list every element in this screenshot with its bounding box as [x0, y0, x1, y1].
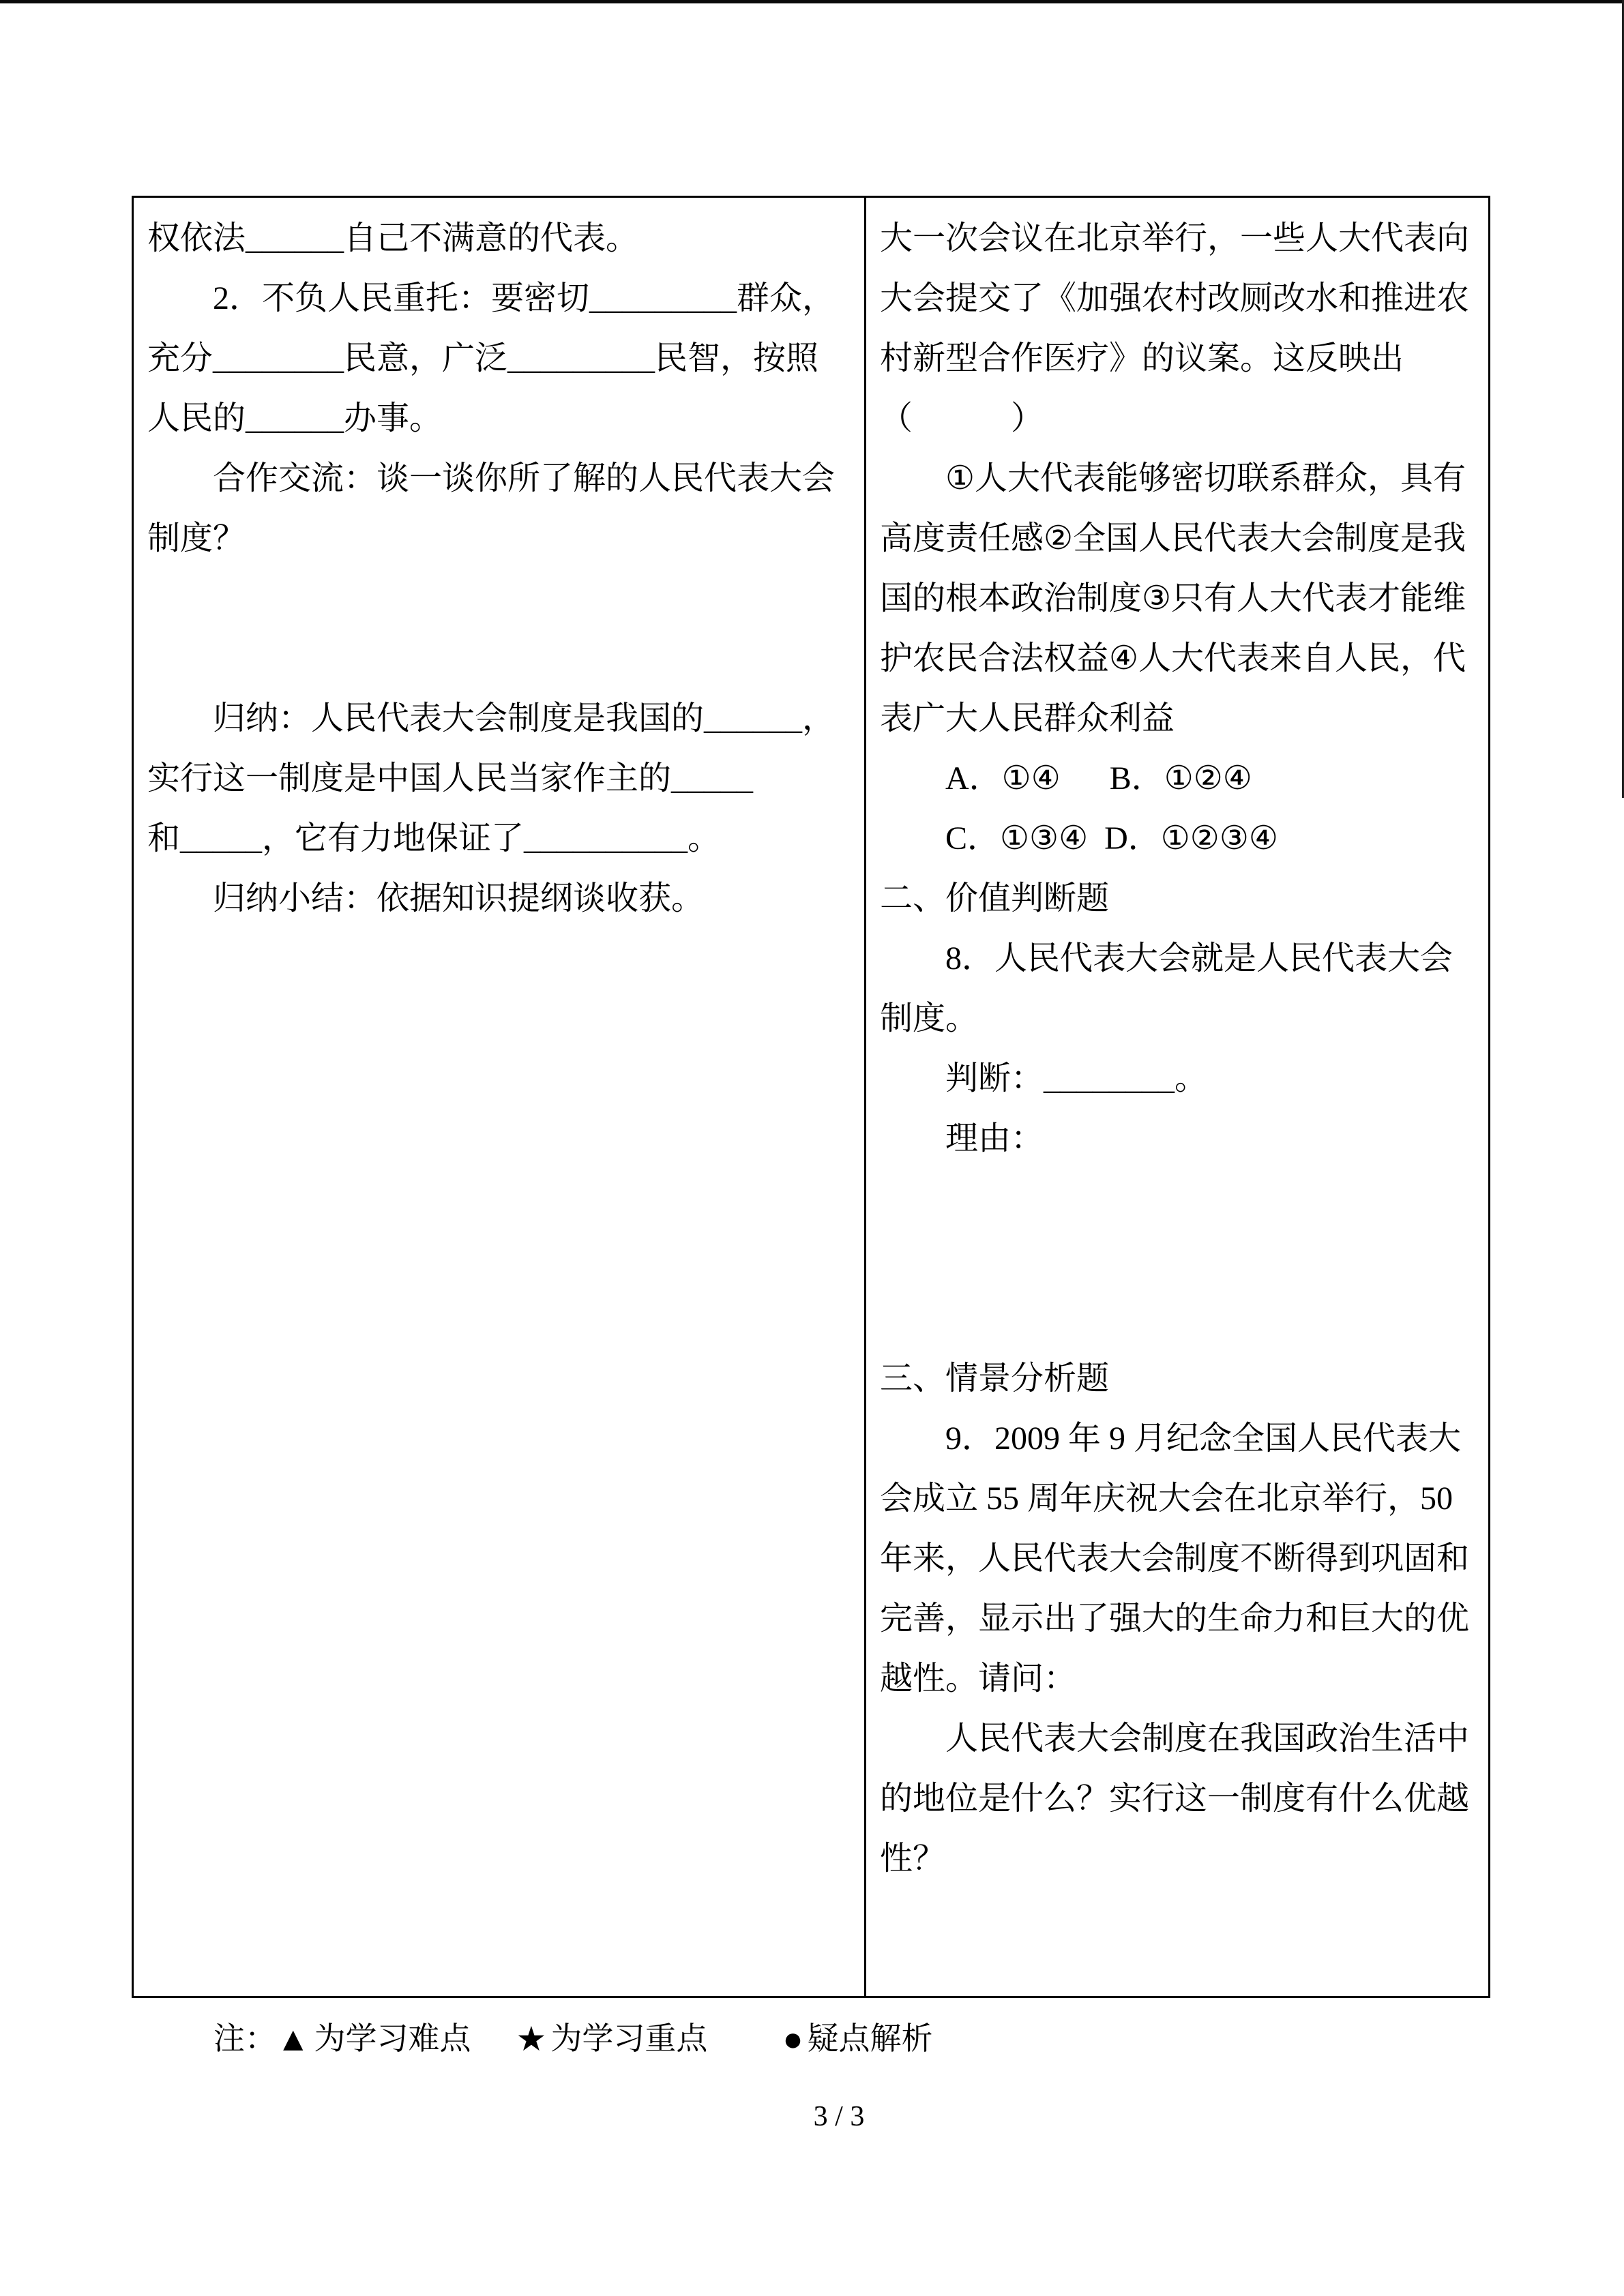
text-line: 实行这一制度是中国人民当家作主的_____: [147, 760, 754, 796]
text-line: 大会提交了《加强农村改厕改水和推进农: [880, 280, 1470, 316]
blank-line: [880, 1169, 1475, 1229]
text-line: 9．2009 年 9 月纪念全国人民代表大: [945, 1420, 1462, 1457]
text-line: 的地位是什么？实行这一制度有什么优越: [880, 1780, 1470, 1817]
text-line: 性？: [880, 1840, 946, 1877]
blank-line: [880, 1289, 1475, 1349]
text-line: 护农民合法权益④人大代表来自人民，代: [880, 640, 1466, 676]
text-line: 大一次会议在北京举行，一些人大代表向: [880, 220, 1470, 256]
star-icon: ★: [516, 2020, 547, 2058]
text-line: 国的根本政治制度③只有人大代表才能维: [880, 580, 1466, 616]
text-line: 村新型合作医疗》的议案。这反映出: [880, 340, 1404, 376]
section-heading: 二、价值判断题: [880, 880, 1110, 916]
text-line: 会成立 55 周年庆祝大会在北京举行，50: [880, 1480, 1453, 1517]
filled-circle-icon: ●: [782, 2020, 803, 2058]
legend-note-label: 注：: [213, 2021, 276, 2056]
text-line: 年来，人民代表大会制度不断得到巩固和: [880, 1540, 1470, 1577]
text-line: 人民代表大会制度在我国政治生活中: [945, 1720, 1470, 1757]
blank-line: [147, 629, 851, 689]
worksheet-table: [132, 196, 1490, 1998]
text-line: 完善，显示出了强大的生命力和巨大的优: [880, 1600, 1470, 1637]
text-line: ①人大代表能够密切联系群众，具有: [945, 460, 1466, 496]
text-line: 越性。请问：: [880, 1660, 1077, 1697]
text-line: 2．不负人民重托：要密切_________群众，: [213, 280, 836, 316]
text-line: 高度责任感②全国人民代表大会制度是我: [880, 520, 1466, 556]
text-line: 判断：________。: [945, 1060, 1208, 1097]
text-line: 和_____，它有力地保证了__________。: [147, 820, 721, 856]
text-line: 表广大人民群众利益: [880, 700, 1175, 736]
choice-options-row: C．①③④ D．①②③④: [945, 820, 1278, 856]
left-column: [134, 198, 866, 1996]
text-line: 理由：: [945, 1120, 1044, 1157]
text-line: 充分________民意，广泛_________民智，按照: [147, 340, 819, 376]
right-column: [866, 198, 1488, 1996]
legend-item-text: 为学习难点: [314, 2021, 471, 2056]
legend-item-doubt: [782, 2017, 932, 2061]
scan-top-edge: [0, 0, 1624, 3]
section-heading: 三、情景分析题: [880, 1360, 1110, 1397]
legend-item-keypoint: [516, 2017, 708, 2061]
text-line: 合作交流：谈一谈你所了解的人民代表大会: [213, 460, 836, 496]
page-number: 3 / 3: [813, 2101, 865, 2132]
text-line: 制度。: [880, 1000, 979, 1037]
text-line: 制度？: [147, 520, 246, 556]
blank-line: [880, 1229, 1475, 1289]
legend-note: [213, 2017, 933, 2061]
answer-brackets: （ ）: [880, 400, 1044, 436]
triangle-icon: ▲: [276, 2020, 310, 2058]
text-line: 人民的______办事。: [147, 400, 443, 436]
text-line: 权依法______自己不满意的代表。: [147, 220, 639, 256]
text-line: 归纳：人民代表大会制度是我国的______，: [213, 700, 836, 736]
text-line: 8．人民代表大会就是人民代表大会: [945, 940, 1453, 976]
text-line: 归纳小结：依据知识提纲谈收获。: [213, 880, 705, 916]
legend-item-text: 疑点解析: [807, 2021, 933, 2056]
legend-item-text: 为学习重点: [550, 2021, 708, 2056]
choice-options-row: A．①④ B．①②④: [945, 760, 1252, 796]
blank-line: [147, 569, 851, 629]
legend-item-difficulty: [276, 2017, 471, 2061]
